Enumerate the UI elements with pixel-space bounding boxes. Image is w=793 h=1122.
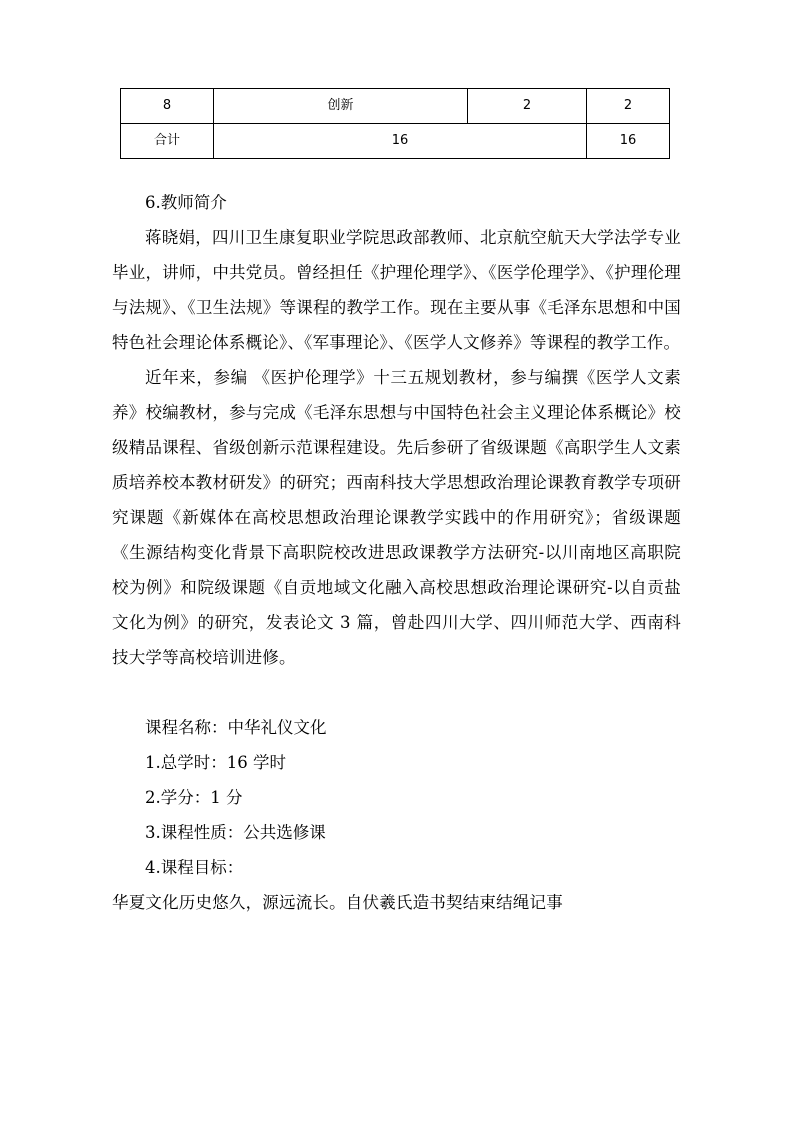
paragraph-teacher-bio: 蒋晓娟，四川卫生康复职业学院思政部教师、北京航空航天大学法学专业毕业，讲师，中共党员。曾经担任《护理伦理学》、《医学伦理学》、《护理伦理与法规》、《卫生法规》等课程的教学工作。现在主要从事《毛泽东思想和中国特色社会理论体系概论》、《军事理论》、《医学人文修养》等课程的教学工作。 [112,228,681,352]
table-cell-total-sum: 16 [214,124,587,159]
table-cell-name: 创新 [214,89,468,124]
table-row [121,89,670,124]
course-item-credits: 2.学分：1 分 [145,788,243,807]
heading-teacher-intro: 6.教师简介 [145,193,227,212]
document-body [112,185,681,920]
table-cell-value-b: 2 [587,89,670,124]
course-item-objectives: 4.课程目标： [145,858,244,877]
table-cell-total-label: 合计 [121,124,214,159]
paragraph-recent-work: 近年来，参编 《医护伦理学》十三五规划教材，参与编撰《医学人文素养》校编教材，参与完成《毛泽东思想与中国特色社会主义理论体系概论》校级精品课程、省级创新示范课程建设。先后参研了省级课题《高职学生人文素质培养校本教材研发》的研究；西南科技大学思想政治理论课教育教学专项研究课题《新媒体在高校思想政治理论课教学实践中的作用研究》；省级课题《生源结构变化背景下高职院校改进思政课教学方法研究-以川南地区高职院校为例》和院级课题《自贡地域文化融入高校思想政治理论课研究-以自贡盐文化为例》的研究，发表论文 3 篇，曾赴四川大学、四川师范大学、西南科技大学等高校培训进修。 [112,368,681,667]
course-item-total-hours: 1.总学时：16 学时 [145,753,286,772]
table-row-total [121,124,670,159]
paragraph-spacer [112,675,681,710]
table-cell-value-a: 2 [468,89,587,124]
credits-table [120,88,670,159]
table-cell-total-value: 16 [587,124,670,159]
table-cell-no: 8 [121,89,214,124]
paragraph-course-closing: 华夏文化历史悠久，源远流长。自伏羲氏造书契结束结绳记事 [112,893,563,912]
course-item-nature: 3.课程性质：公共选修课 [145,823,326,842]
course-title-line: 课程名称：中华礼仪文化 [145,718,327,737]
